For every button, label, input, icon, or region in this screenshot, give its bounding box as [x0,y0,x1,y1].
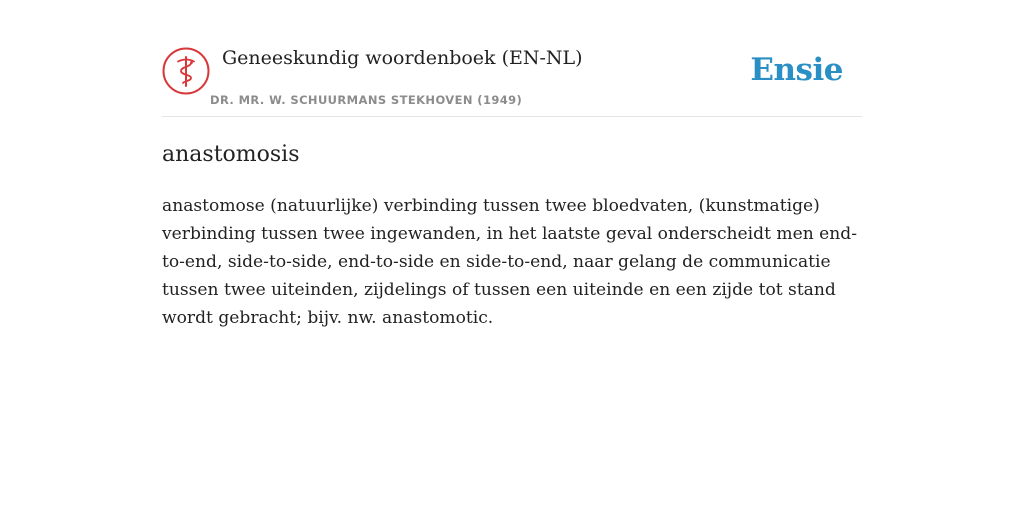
entry-term: anastomosis [162,142,300,167]
dictionary-author: DR. MR. W. SCHUURMANS STEKHOVEN (1949) [210,93,523,107]
dictionary-title[interactable]: Geneeskundig woordenboek (EN-NL) [222,47,583,69]
entry-definition: anastomose (natuurlijke) verbinding tussen twee bloedvaten, (kunstmatige) verbinding tussen twee ingewanden, in het laatste geval onderscheidt men end-to-end, side-to-side, end-to-side en side-to-end, naar gelang de communicatie tussen twee uiteinden, zijdelings of tussen een uiteinde en een zijde tot stand wordt gebracht; bijv. nw. anastomotic. [162,196,857,328]
dictionary-header [162,46,862,117]
ensie-logo-link[interactable]: Ensie [750,52,843,88]
caduceus-icon[interactable] [162,47,210,95]
